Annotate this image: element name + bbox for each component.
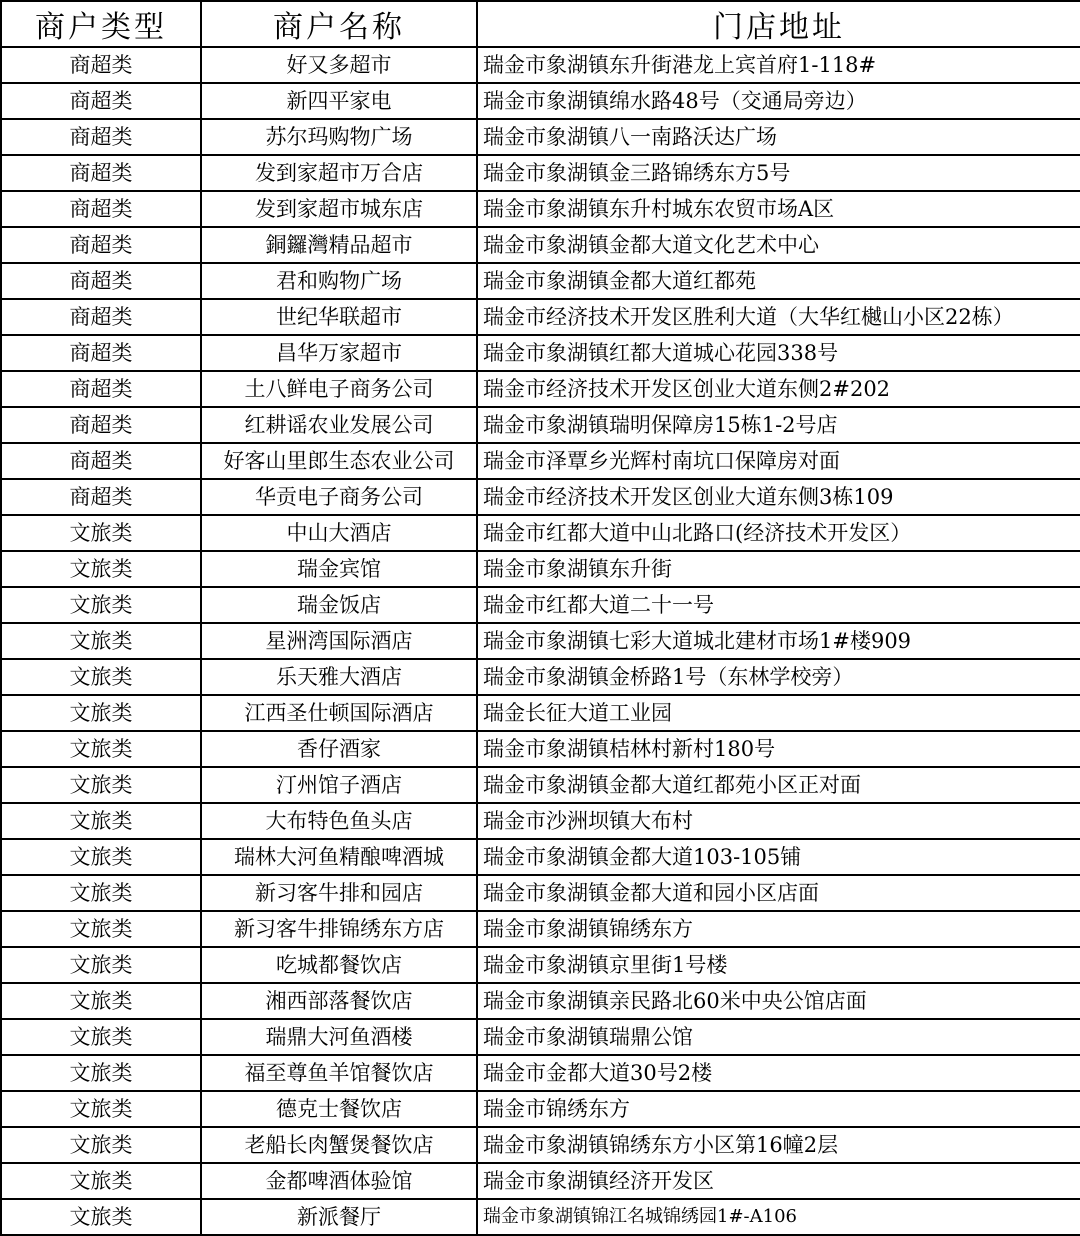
store-address-cell: 瑞金市象湖镇绵水路48号（交通局旁边） — [477, 83, 1080, 119]
table-row — [1, 947, 1080, 983]
merchant-type-cell: 商超类 — [1, 299, 201, 335]
merchant-type-cell: 文旅类 — [1, 1055, 201, 1091]
store-address-cell: 瑞金市象湖镇锦江名城锦绣园1#-A106 — [477, 1199, 1080, 1235]
table-row — [1, 839, 1080, 875]
store-address-cell: 瑞金市红都大道中山北路口(经济技术开发区） — [477, 515, 1080, 551]
store-address-cell: 瑞金市红都大道二十一号 — [477, 587, 1080, 623]
header-store-address: 门店地址 — [477, 1, 1080, 47]
merchant-name-cell: 土八鲜电子商务公司 — [201, 371, 477, 407]
merchant-type-cell: 商超类 — [1, 119, 201, 155]
merchant-type-cell: 文旅类 — [1, 983, 201, 1019]
merchant-type-cell: 文旅类 — [1, 1019, 201, 1055]
table-row — [1, 227, 1080, 263]
table-row — [1, 803, 1080, 839]
merchant-name-cell: 瑞林大河鱼精酿啤酒城 — [201, 839, 477, 875]
store-address-cell: 瑞金市象湖镇金都大道和园小区店面 — [477, 875, 1080, 911]
table-body — [1, 47, 1080, 1235]
merchant-name-cell: 苏尔玛购物广场 — [201, 119, 477, 155]
merchant-type-cell: 商超类 — [1, 83, 201, 119]
merchant-name-cell: 乐天雅大酒店 — [201, 659, 477, 695]
merchant-name-cell: 好客山里郎生态农业公司 — [201, 443, 477, 479]
store-address-cell: 瑞金市锦绣东方 — [477, 1091, 1080, 1127]
merchant-name-cell: 瑞鼎大河鱼酒楼 — [201, 1019, 477, 1055]
merchant-name-cell: 华贡电子商务公司 — [201, 479, 477, 515]
store-address-cell: 瑞金市经济技术开发区胜利大道（大华红樾山小区22栋） — [477, 299, 1080, 335]
merchant-type-cell: 商超类 — [1, 443, 201, 479]
merchant-type-cell: 文旅类 — [1, 551, 201, 587]
merchant-type-cell: 文旅类 — [1, 1163, 201, 1199]
merchant-name-cell: 福至尊鱼羊馆餐饮店 — [201, 1055, 477, 1091]
table-row — [1, 335, 1080, 371]
table-row — [1, 983, 1080, 1019]
store-address-cell: 瑞金市象湖镇金三路锦绣东方5号 — [477, 155, 1080, 191]
store-address-cell: 瑞金市象湖镇金桥路1号（东林学校旁） — [477, 659, 1080, 695]
merchant-type-cell: 文旅类 — [1, 803, 201, 839]
table-row — [1, 659, 1080, 695]
table-row — [1, 155, 1080, 191]
table-row — [1, 191, 1080, 227]
merchant-type-cell: 文旅类 — [1, 911, 201, 947]
merchant-name-cell: 新四平家电 — [201, 83, 477, 119]
table-row — [1, 1055, 1080, 1091]
table-row — [1, 443, 1080, 479]
table-row — [1, 551, 1080, 587]
store-address-cell: 瑞金市象湖镇京里街1号楼 — [477, 947, 1080, 983]
table-row — [1, 1019, 1080, 1055]
merchant-type-cell: 文旅类 — [1, 515, 201, 551]
store-address-cell: 瑞金长征大道工业园 — [477, 695, 1080, 731]
merchant-type-cell: 商超类 — [1, 155, 201, 191]
merchant-type-cell: 商超类 — [1, 335, 201, 371]
merchant-type-cell: 文旅类 — [1, 659, 201, 695]
merchant-type-cell: 文旅类 — [1, 1127, 201, 1163]
table-row — [1, 479, 1080, 515]
store-address-cell: 瑞金市泽覃乡光辉村南坑口保障房对面 — [477, 443, 1080, 479]
table-row — [1, 119, 1080, 155]
merchant-type-cell: 文旅类 — [1, 731, 201, 767]
store-address-cell: 瑞金市象湖镇红都大道城心花园338号 — [477, 335, 1080, 371]
merchant-name-cell: 江西圣仕顿国际酒店 — [201, 695, 477, 731]
table-row — [1, 587, 1080, 623]
store-address-cell: 瑞金市象湖镇东升村城东农贸市场A区 — [477, 191, 1080, 227]
table-row — [1, 263, 1080, 299]
table-row — [1, 767, 1080, 803]
store-address-cell: 瑞金市象湖镇金都大道红都苑 — [477, 263, 1080, 299]
store-address-cell: 瑞金市象湖镇东升街 — [477, 551, 1080, 587]
merchant-name-cell: 星洲湾国际酒店 — [201, 623, 477, 659]
merchant-name-cell: 香仔酒家 — [201, 731, 477, 767]
merchant-name-cell: 湘西部落餐饮店 — [201, 983, 477, 1019]
table-row — [1, 407, 1080, 443]
store-address-cell: 瑞金市象湖镇亲民路北60米中央公馆店面 — [477, 983, 1080, 1019]
merchant-type-cell: 文旅类 — [1, 875, 201, 911]
store-address-cell: 瑞金市象湖镇金都大道文化艺术中心 — [477, 227, 1080, 263]
table-row — [1, 731, 1080, 767]
merchant-type-cell: 文旅类 — [1, 1091, 201, 1127]
header-row — [1, 1, 1080, 47]
header-merchant-type: 商户类型 — [1, 1, 201, 47]
store-address-cell: 瑞金市象湖镇锦绣东方小区第16幢2层 — [477, 1127, 1080, 1163]
store-address-cell: 瑞金市经济技术开发区创业大道东侧3栋109 — [477, 479, 1080, 515]
merchant-type-cell: 文旅类 — [1, 767, 201, 803]
merchant-name-cell: 君和购物广场 — [201, 263, 477, 299]
table-row — [1, 1199, 1080, 1235]
table-row — [1, 47, 1080, 83]
merchant-name-cell: 新习客牛排和园店 — [201, 875, 477, 911]
store-address-cell: 瑞金市象湖镇金都大道红都苑小区正对面 — [477, 767, 1080, 803]
table-row — [1, 515, 1080, 551]
merchant-name-cell: 金都啤酒体验馆 — [201, 1163, 477, 1199]
table-row — [1, 83, 1080, 119]
merchant-name-cell: 汀州馆子酒店 — [201, 767, 477, 803]
merchant-type-cell: 文旅类 — [1, 623, 201, 659]
merchant-name-cell: 昌华万家超市 — [201, 335, 477, 371]
store-address-cell: 瑞金市象湖镇金都大道103-105铺 — [477, 839, 1080, 875]
merchant-name-cell: 世纪华联超市 — [201, 299, 477, 335]
merchant-type-cell: 商超类 — [1, 47, 201, 83]
merchant-name-cell: 发到家超市万合店 — [201, 155, 477, 191]
table-row — [1, 1091, 1080, 1127]
table-row — [1, 623, 1080, 659]
merchant-name-cell: 吃城都餐饮店 — [201, 947, 477, 983]
merchant-name-cell: 新习客牛排锦绣东方店 — [201, 911, 477, 947]
merchant-name-cell: 瑞金饭店 — [201, 587, 477, 623]
merchant-type-cell: 商超类 — [1, 407, 201, 443]
merchant-name-cell: 发到家超市城东店 — [201, 191, 477, 227]
store-address-cell: 瑞金市象湖镇经济开发区 — [477, 1163, 1080, 1199]
merchant-name-cell: 銅鑼灣精品超市 — [201, 227, 477, 263]
merchant-name-cell: 红耕谣农业发展公司 — [201, 407, 477, 443]
merchant-type-cell: 文旅类 — [1, 947, 201, 983]
table-row — [1, 1127, 1080, 1163]
merchant-name-cell: 德克士餐饮店 — [201, 1091, 477, 1127]
header-merchant-name: 商户名称 — [201, 1, 477, 47]
table-row — [1, 371, 1080, 407]
merchant-name-cell: 新派餐厅 — [201, 1199, 477, 1235]
table-row — [1, 875, 1080, 911]
table-row — [1, 911, 1080, 947]
store-address-cell: 瑞金市象湖镇桔林村新村180号 — [477, 731, 1080, 767]
table-row — [1, 695, 1080, 731]
merchant-name-cell: 好又多超市 — [201, 47, 477, 83]
merchant-type-cell: 商超类 — [1, 371, 201, 407]
store-address-cell: 瑞金市象湖镇瑞鼎公馆 — [477, 1019, 1080, 1055]
merchant-name-cell: 大布特色鱼头店 — [201, 803, 477, 839]
merchant-name-cell: 中山大酒店 — [201, 515, 477, 551]
merchant-name-cell: 老船长肉蟹煲餐饮店 — [201, 1127, 477, 1163]
merchant-type-cell: 商超类 — [1, 479, 201, 515]
store-address-cell: 瑞金市经济技术开发区创业大道东侧2#202 — [477, 371, 1080, 407]
store-address-cell: 瑞金市象湖镇锦绣东方 — [477, 911, 1080, 947]
table-row — [1, 299, 1080, 335]
merchant-type-cell: 商超类 — [1, 227, 201, 263]
store-address-cell: 瑞金市象湖镇八一南路沃达广场 — [477, 119, 1080, 155]
store-address-cell: 瑞金市象湖镇瑞明保障房15栋1-2号店 — [477, 407, 1080, 443]
merchant-name-cell: 瑞金宾馆 — [201, 551, 477, 587]
store-address-cell: 瑞金市象湖镇东升街港龙上宾首府1-118# — [477, 47, 1080, 83]
store-address-cell: 瑞金市沙洲坝镇大布村 — [477, 803, 1080, 839]
table-row — [1, 1163, 1080, 1199]
merchant-type-cell: 商超类 — [1, 191, 201, 227]
merchant-type-cell: 文旅类 — [1, 587, 201, 623]
merchant-type-cell: 商超类 — [1, 263, 201, 299]
store-address-cell: 瑞金市象湖镇七彩大道城北建材市场1#楼909 — [477, 623, 1080, 659]
store-address-cell: 瑞金市金都大道30号2楼 — [477, 1055, 1080, 1091]
merchant-type-cell: 文旅类 — [1, 1199, 201, 1235]
merchant-type-cell: 文旅类 — [1, 695, 201, 731]
merchant-type-cell: 文旅类 — [1, 839, 201, 875]
